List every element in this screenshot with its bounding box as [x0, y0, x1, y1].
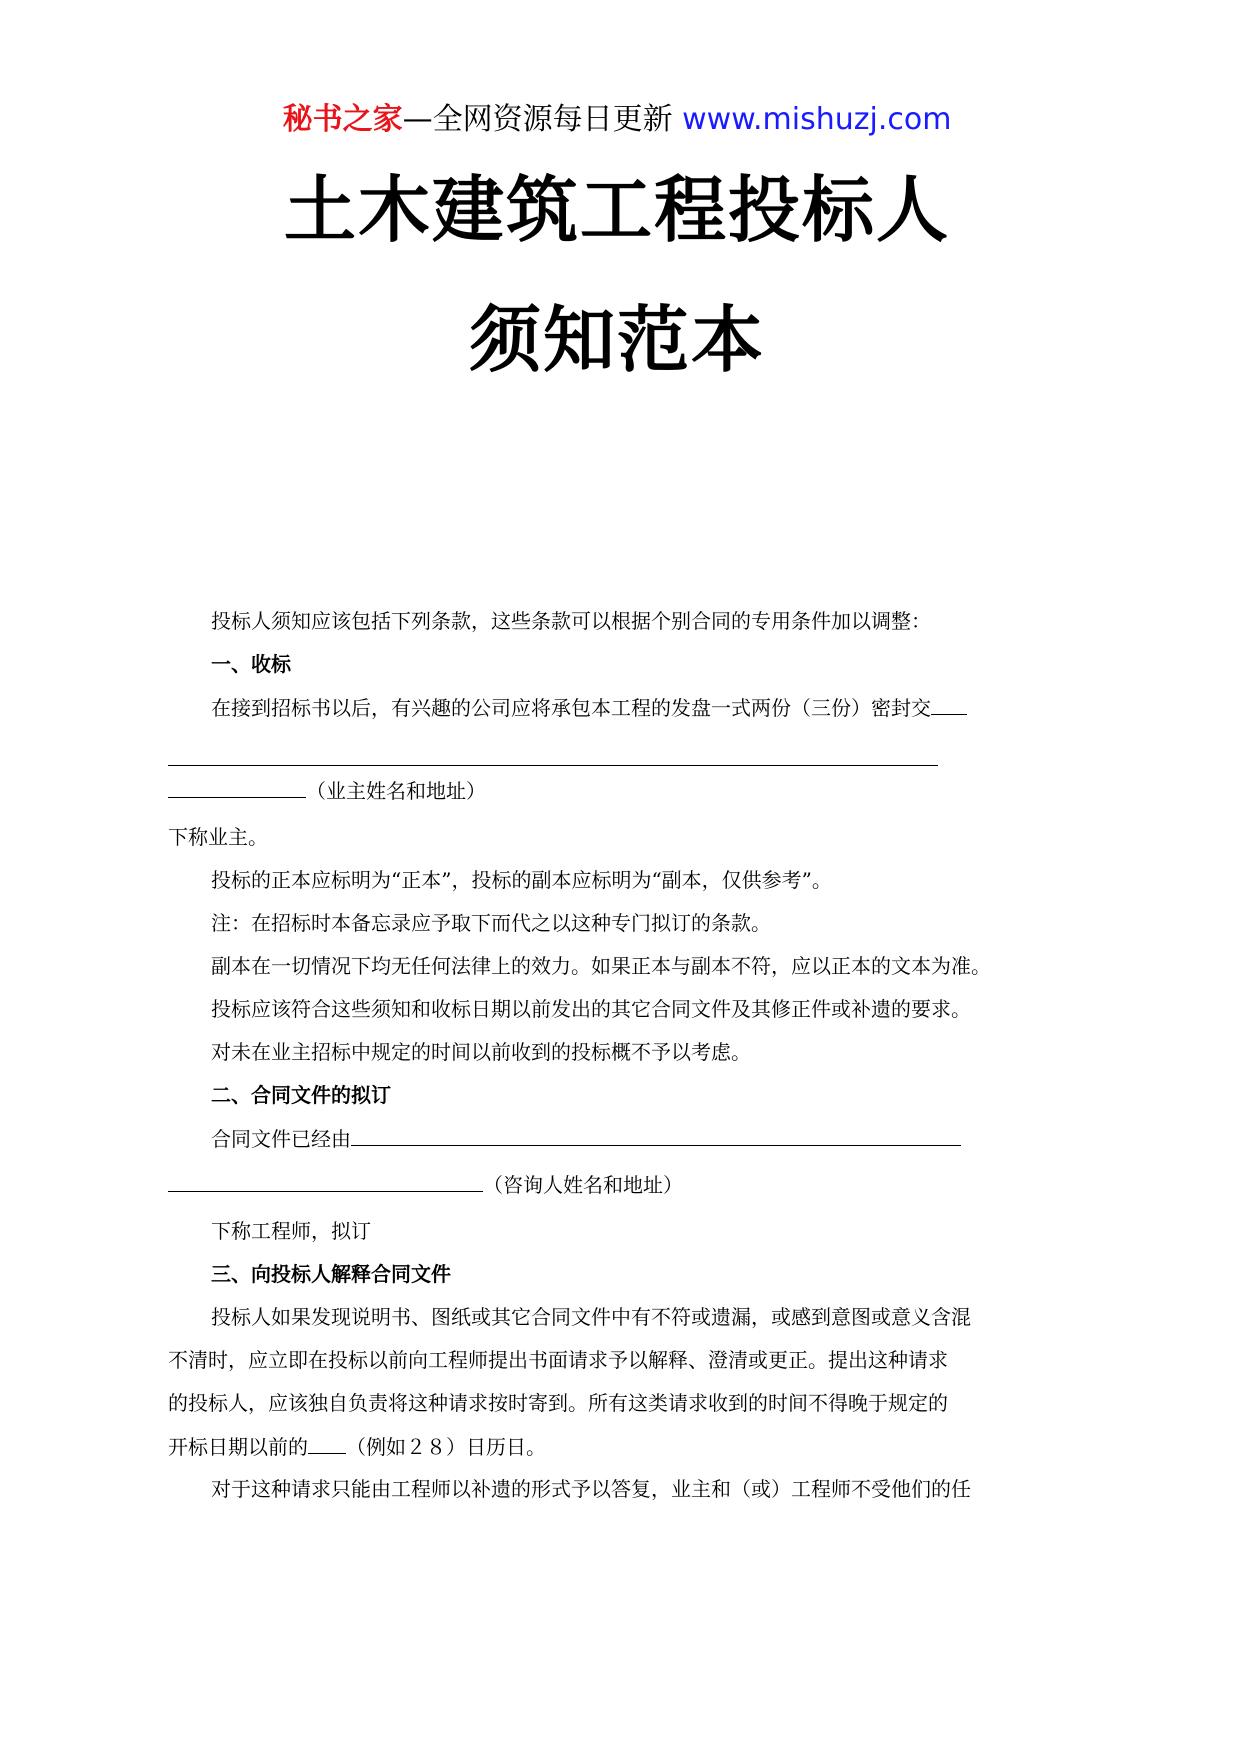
section-2-heading: 二、合同文件的拟订	[211, 1083, 391, 1107]
section-3-paragraph-1-line-4	[168, 1425, 1048, 1468]
blank-line	[308, 1425, 346, 1454]
blank-line-full	[168, 737, 938, 766]
section-2-paragraph-1-text: 合同文件已经由	[211, 1127, 351, 1151]
section-1-paragraph-4: 副本在一切情况下均无任何法律上的效力。如果正本与副本不符，应以正本的文本为准。	[211, 954, 991, 978]
intro-paragraph: 投标人须知应该包括下列条款，这些条款可以根据个别合同的专用条件加以调整：	[211, 609, 931, 633]
section-3-paragraph-1-line-4-text: 开标日期以前的	[168, 1435, 308, 1459]
header-banner	[0, 100, 1234, 140]
section-2-paragraph-1	[188, 1117, 1048, 1160]
website-link[interactable]: www.mishuzj.com	[682, 102, 952, 137]
section-3-paragraph-1-line-3: 的投标人，应该独自负责将这种请求按时寄到。所有这类请求收到的时间不得晚于规定的	[168, 1391, 948, 1415]
section-1-heading: 一、收标	[211, 652, 291, 676]
owner-blank-line	[168, 769, 306, 798]
section-1-paragraph-2: 投标的正本应标明为“正本”，投标的副本应标明为“副本，仅供参考”。	[211, 868, 832, 892]
owner-blank-row	[168, 766, 1048, 816]
section-3-paragraph-1-line-4-tail: （例如２８）日历日。	[346, 1435, 546, 1459]
section-1-paragraph-1	[188, 686, 1048, 729]
section-3-heading: 三、向投标人解释合同文件	[211, 1262, 451, 1286]
document-title-line-1: 土木建筑工程投标人	[283, 168, 950, 252]
consultant-blank-row	[168, 1160, 1048, 1210]
section-1-paragraph-5: 投标应该符合这些须知和收标日期以前发出的其它合同文件及其修正件或补遗的要求。	[211, 997, 971, 1021]
owner-after-text: 下称业主。	[168, 825, 268, 849]
consultant-blank-line	[168, 1163, 483, 1192]
blank-line	[931, 686, 967, 715]
section-3-paragraph-1-line-2: 不清时，应立即在投标以前向工程师提出书面请求予以解释、澄清或更正。提出这种请求	[168, 1348, 948, 1372]
banner-slogan: —全网资源每日更新	[402, 102, 673, 137]
section-3-paragraph-2: 对于这种请求只能由工程师以补遗的形式予以答复，业主和（或）工程师不受他们的任	[211, 1477, 971, 1501]
owner-label: （业主姓名和地址）	[306, 779, 486, 803]
document-title-line-2: 须知范本	[468, 298, 765, 382]
section-1-note: 注：在招标时本备忘录应予取下而代之以这种专门拟订的条款。	[211, 911, 771, 935]
section-3-paragraph-1-line-1: 投标人如果发现说明书、图纸或其它合同文件中有不符或遗漏，或感到意图或意义含混	[211, 1305, 971, 1329]
brand-name: 秘书之家	[282, 102, 403, 137]
blank-line	[351, 1117, 961, 1146]
section-1-paragraph-6: 对未在业主招标中规定的时间以前收到的投标概不予以考虑。	[211, 1040, 751, 1064]
section-2-paragraph-2: 下称工程师，拟订	[211, 1219, 371, 1243]
section-1-paragraph-1-text: 在接到招标书以后，有兴趣的公司应将承包本工程的发盘一式两份（三份）密封交	[211, 696, 931, 720]
consultant-label: （咨询人姓名和地址）	[483, 1173, 683, 1197]
document-body	[168, 600, 1048, 1511]
